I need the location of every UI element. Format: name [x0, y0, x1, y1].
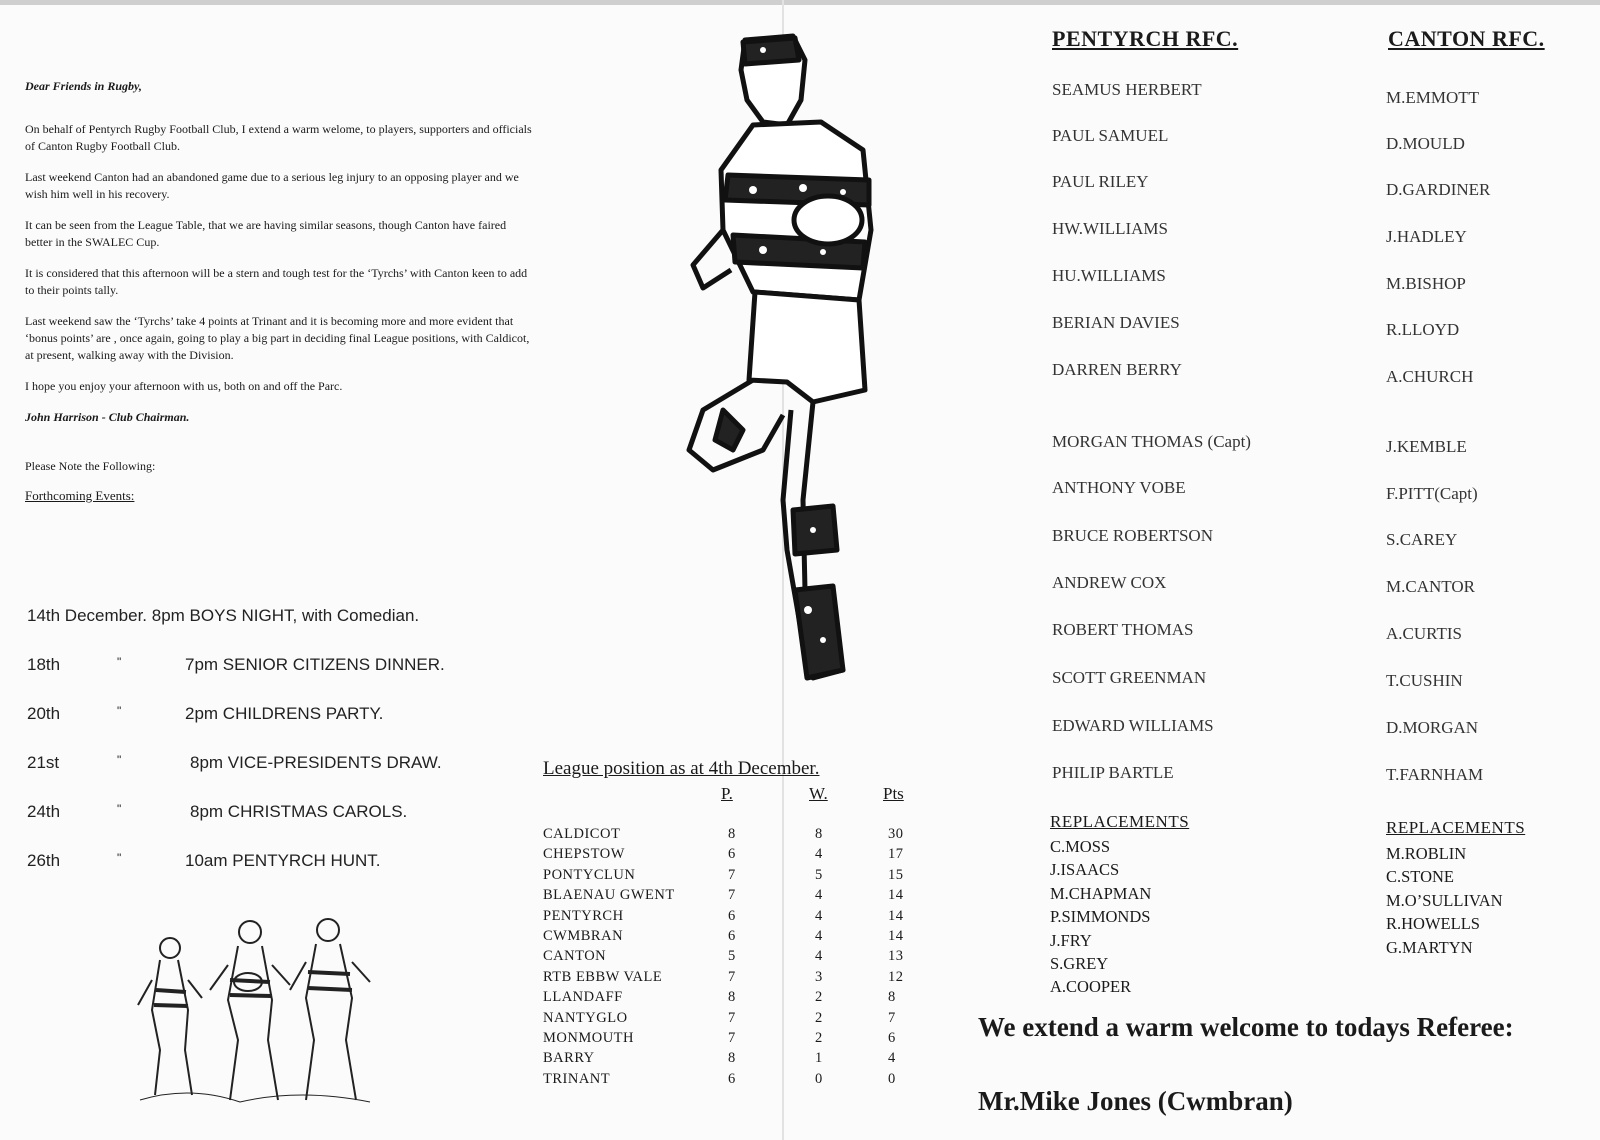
letter-paragraph: It can be seen from the League Table, that we are having similar seasons, though Canton have faired better in the SWALEC Cup.	[25, 218, 507, 249]
team-name: LLANDAFF	[543, 989, 623, 1006]
table-row	[543, 908, 913, 928]
played: 5	[728, 948, 736, 965]
won: 3	[815, 968, 823, 985]
event-item	[27, 851, 567, 900]
table-row	[543, 826, 913, 846]
event-text: 8pm BOYS NIGHT, with Comedian.	[151, 606, 420, 625]
pentyrch-team-title: PENTYRCH RFC.	[1052, 26, 1239, 51]
won: 2	[815, 989, 823, 1006]
player-name: PAUL RILEY	[1052, 172, 1149, 191]
table-row	[543, 1010, 913, 1030]
won: 8	[815, 826, 823, 842]
replacement-name: S.GREY	[1050, 954, 1109, 974]
team-name: CALDICOT	[543, 826, 621, 842]
three-players-illustration	[130, 910, 380, 1110]
player-name: BRUCE ROBERTSON	[1052, 526, 1213, 545]
points: 0	[888, 1070, 896, 1087]
event-ditto: "	[117, 802, 122, 816]
player-name: R.LLOYD	[1386, 320, 1460, 339]
table-row	[543, 928, 913, 948]
event-item	[27, 704, 567, 753]
replacement-name: G.MARTYN	[1386, 937, 1473, 957]
league-header-row	[543, 780, 913, 810]
table-row	[543, 1071, 913, 1091]
event-date: 24th	[27, 802, 61, 821]
letter-paragraph: Last weekend Canton had an abandoned game due to a serious leg injury to an opposing player and we wish him well in his recovery.	[25, 170, 519, 201]
player-name: M.EMMOTT	[1386, 88, 1480, 107]
player-name: PHILIP BARTLE	[1052, 763, 1174, 782]
points: 30	[888, 826, 904, 842]
referee-name: Mr.Mike Jones (Cwmbran)	[978, 1086, 1293, 1116]
replacement-name: M.CHAPMAN	[1050, 883, 1152, 903]
points: 7	[888, 1009, 896, 1026]
played: 7	[728, 1029, 736, 1046]
points: 14	[888, 887, 904, 904]
league-title: League position as at 4th December.	[543, 758, 820, 779]
points: 15	[888, 866, 904, 883]
player-name: S.CAREY	[1386, 530, 1458, 549]
replacement-name: A.COOPER	[1050, 977, 1132, 997]
team-name: PENTYRCH	[543, 907, 624, 924]
replacement-name: R.HOWELLS	[1386, 914, 1480, 934]
table-row	[543, 1050, 913, 1070]
replacement-name: P.SIMMONDS	[1050, 907, 1151, 927]
team-name: PONTYCLUN	[543, 866, 636, 883]
played: 7	[728, 866, 736, 883]
event-date: 26th	[27, 851, 61, 870]
points: 17	[888, 846, 904, 863]
played: 7	[728, 968, 736, 985]
played: 8	[728, 989, 736, 1006]
played: 6	[728, 907, 736, 924]
player-name: ROBERT THOMAS	[1052, 620, 1194, 639]
team-name: CANTON	[543, 948, 607, 965]
played: 6	[728, 846, 736, 863]
event-text: 10am PENTYRCH HUNT.	[185, 851, 381, 870]
player-name: A.CURTIS	[1386, 624, 1462, 643]
table-row	[543, 1030, 913, 1050]
played: 6	[728, 927, 736, 944]
event-text: 8pm VICE-PRESIDENTS DRAW.	[190, 753, 442, 772]
table-row	[543, 948, 913, 968]
event-item	[27, 655, 567, 704]
played: 8	[728, 826, 736, 842]
points: 14	[888, 927, 904, 944]
table-row	[543, 887, 913, 907]
played: 6	[728, 1070, 736, 1087]
event-item	[27, 753, 567, 802]
header-points: Pts	[883, 784, 904, 803]
player-name: HU.WILLIAMS	[1052, 266, 1166, 285]
player-name: SCOTT GREENMAN	[1052, 668, 1207, 687]
won: 5	[815, 866, 823, 883]
won: 4	[815, 927, 823, 944]
player-name: MORGAN THOMAS (Capt)	[1052, 432, 1251, 451]
event-date: 18th	[27, 655, 61, 674]
letter-signoff: John Harrison - Club Chairman.	[25, 410, 190, 424]
won: 2	[815, 1029, 823, 1046]
letter-greeting: Dear Friends in Rugby,	[25, 79, 142, 93]
points: 13	[888, 948, 904, 965]
referee-welcome: We extend a warm welcome to todays Referee:	[978, 1012, 1514, 1042]
table-row	[543, 846, 913, 866]
replacement-name: M.ROBLIN	[1386, 844, 1467, 863]
event-text: 7pm SENIOR CITIZENS DINNER.	[185, 655, 445, 674]
please-note: Please Note the Following:	[25, 459, 156, 473]
canton-replacements	[1386, 842, 1503, 959]
event-item	[27, 606, 567, 655]
team-name: MONMOUTH	[543, 1029, 634, 1046]
player-name: BERIAN DAVIES	[1052, 313, 1180, 332]
team-name: BLAENAU GWENT	[543, 887, 675, 904]
player-name: D.MORGAN	[1386, 718, 1479, 737]
event-date: 21st	[27, 753, 60, 772]
points: 8	[888, 989, 896, 1006]
won: 4	[815, 907, 823, 924]
team-name: CHEPSTOW	[543, 846, 625, 863]
events-list	[27, 606, 567, 900]
header-won: W.	[809, 784, 828, 803]
chairman-letter	[25, 78, 535, 504]
event-ditto: "	[117, 704, 122, 718]
points: 12	[888, 968, 904, 985]
points: 6	[888, 1029, 896, 1046]
event-item	[27, 802, 567, 851]
table-row	[543, 867, 913, 887]
team-name: TRINANT	[543, 1070, 611, 1087]
player-name: T.FARNHAM	[1386, 765, 1484, 784]
event-text: 2pm CHILDRENS PARTY.	[185, 704, 384, 723]
won: 4	[815, 948, 823, 965]
event-date: 20th	[27, 704, 61, 723]
won: 1	[815, 1050, 823, 1067]
table-row	[543, 989, 913, 1009]
letter-paragraph: I hope you enjoy your afternoon with us, both on and off the Parc.	[25, 379, 343, 393]
won: 2	[815, 1009, 823, 1026]
points: 4	[888, 1050, 896, 1067]
won: 4	[815, 887, 823, 904]
player-name: F.PITT(Capt)	[1386, 484, 1478, 503]
pentyrch-replacements	[1050, 835, 1151, 999]
player-name: J.KEMBLE	[1386, 437, 1467, 456]
canton-team-title-wrap	[1388, 26, 1545, 52]
team-name: NANTYGLO	[543, 1009, 628, 1026]
canton-team-title: CANTON RFC.	[1388, 26, 1545, 51]
canton-replacements-title: REPLACEMENTS	[1386, 818, 1526, 837]
header-played: P.	[721, 784, 733, 803]
player-name: J.HADLEY	[1386, 227, 1467, 246]
player-name: D.GARDINER	[1386, 180, 1491, 199]
event-date: 14th December.	[27, 606, 148, 625]
replacement-name: M.O’SULLIVAN	[1386, 890, 1503, 910]
player-name: D.MOULD	[1386, 134, 1465, 153]
page-top-edge	[0, 0, 1600, 5]
letter-paragraph: Last weekend saw the ‘Tyrchs’ take 4 points at Trinant and it is becoming more and more evident that ‘bonus points’ are , once again, going to play a big part in deciding final League positions, with Caldicot, at present, walking away with the Division.	[25, 314, 530, 362]
pentyrch-team-title-wrap	[1052, 26, 1238, 52]
event-ditto: "	[117, 655, 122, 669]
letter-paragraph: On behalf of Pentyrch Rugby Football Club, I extend a warm welome, to players, supporters and officials of Canton Rugby Football Club.	[25, 122, 532, 153]
points: 14	[888, 907, 904, 924]
event-ditto: "	[117, 851, 122, 865]
player-name: DARREN BERRY	[1052, 360, 1182, 379]
team-name: RTB EBBW VALE	[543, 968, 663, 985]
pentyrch-replacements-title: REPLACEMENTS	[1050, 812, 1190, 831]
replacement-name: J.ISAACS	[1050, 860, 1120, 880]
event-text: 8pm CHRISTMAS CAROLS.	[190, 802, 408, 821]
team-name: BARRY	[543, 1050, 595, 1067]
played: 7	[728, 887, 736, 904]
replacement-name: C.MOSS	[1050, 837, 1111, 856]
table-row	[543, 969, 913, 989]
events-title: Forthcoming Events:	[25, 488, 135, 503]
player-name: EDWARD WILLIAMS	[1052, 716, 1214, 735]
player-name: ANTHONY VOBE	[1052, 478, 1186, 497]
rugby-player-illustration	[683, 30, 893, 685]
player-name: M.BISHOP	[1386, 274, 1466, 293]
player-name: HW.WILLIAMS	[1052, 219, 1168, 238]
player-name: SEAMUS HERBERT	[1052, 80, 1202, 99]
player-name: ANDREW COX	[1052, 573, 1167, 592]
replacement-name: J.FRY	[1050, 930, 1092, 950]
played: 8	[728, 1050, 736, 1067]
won: 0	[815, 1070, 823, 1087]
event-ditto: "	[117, 753, 122, 767]
won: 4	[815, 846, 823, 863]
player-name: M.CANTOR	[1386, 577, 1475, 596]
letter-paragraph: It is considered that this afternoon will be a stern and tough test for the ‘Tyrchs’ with Canton keen to add to their points tally.	[25, 266, 528, 297]
player-name: T.CUSHIN	[1386, 671, 1463, 690]
team-name: CWMBRAN	[543, 927, 624, 944]
player-name: A.CHURCH	[1386, 367, 1474, 386]
player-name: PAUL SAMUEL	[1052, 126, 1169, 145]
replacement-name: C.STONE	[1386, 867, 1454, 887]
league-table	[543, 758, 913, 1091]
played: 7	[728, 1009, 736, 1026]
